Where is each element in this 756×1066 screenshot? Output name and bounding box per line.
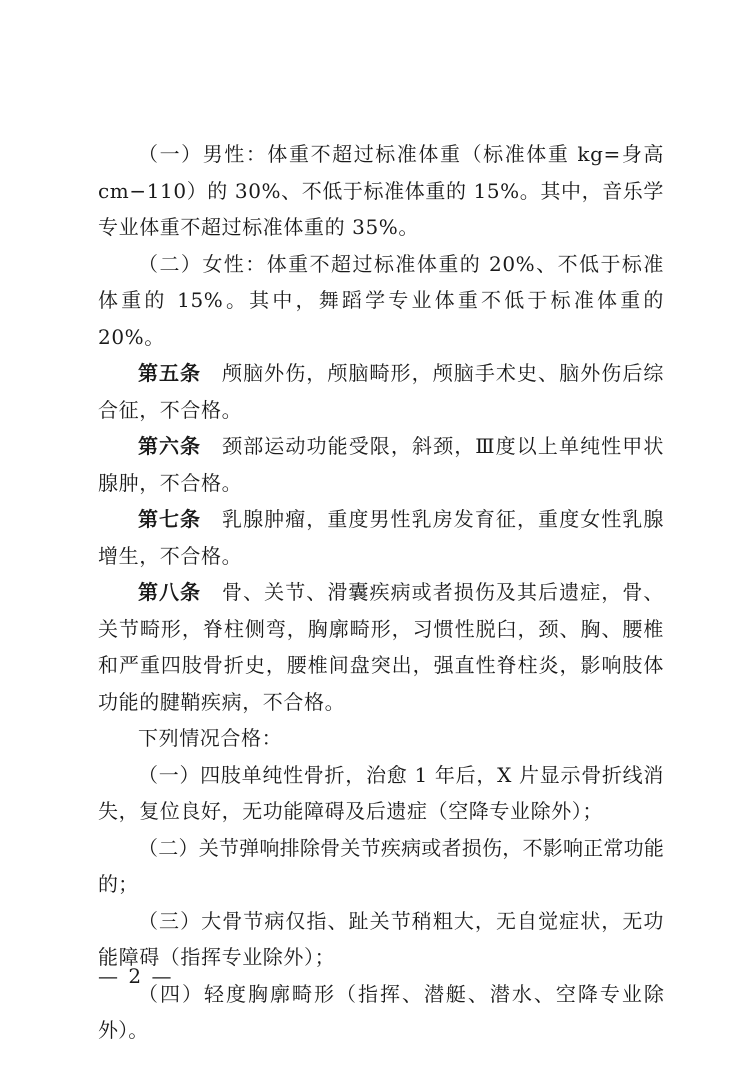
paragraph-text: （一）四肢单纯性骨折，治愈 1 年后，X 片显示骨折线消失，复位良好，无功能障碍及后遗症（空降专业除外）；: [98, 762, 664, 823]
qualified-item-1: [98, 757, 664, 830]
paragraph-text: 乳腺肿瘤，重度男性乳房发育征，重度女性乳腺增生，不合格。: [98, 507, 665, 568]
qualified-intro: [98, 720, 664, 757]
article-six: [98, 428, 664, 501]
qualified-item-3: [98, 903, 664, 976]
paragraph-female-weight: [98, 246, 664, 356]
article-label: 第七条: [138, 507, 201, 531]
article-label: 第八条: [138, 580, 201, 604]
paragraph-text: （二）关节弹响排除骨关节疾病或者损伤，不影响正常功能的；: [98, 835, 664, 896]
article-seven: [98, 501, 664, 574]
paragraph-text: 颅脑外伤，颅脑畸形，颅脑手术史、脑外伤后综合征，不合格。: [98, 361, 665, 422]
paragraph-text: 骨、关节、滑囊疾病或者损伤及其后遗症，骨、关节畸形，脊柱侧弯，胸廓畸形，习惯性脱臼，颈、胸、腰椎和严重四肢骨折史，腰椎间盘突出，强直性脊柱炎，影响肢体功能的腱鞘疾病，不合格。: [98, 580, 665, 714]
article-label: 第六条: [138, 434, 201, 458]
paragraph-text: （三）大骨节病仅指、趾关节稍粗大，无自觉症状，无功能障碍（指挥专业除外）；: [98, 908, 664, 969]
page-number: — 2 —: [98, 964, 174, 988]
paragraph-text: （四）轻度胸廓畸形（指挥、潜艇、潜水、空降专业除外）。: [98, 981, 664, 1042]
document-body: [98, 136, 664, 1049]
article-label: 第五条: [138, 361, 201, 385]
article-eight: [98, 574, 664, 720]
paragraph-text: （二）女性：体重不超过标准体重的 20%、不低于标准体重的 15%。其中，舞蹈学专业体重不低于标准体重的 20%。: [98, 251, 664, 349]
article-five: [98, 355, 664, 428]
qualified-item-2: [98, 830, 664, 903]
paragraph-text: （一）男性：体重不超过标准体重（标准体重 kg=身高 cm−110）的 30%、不低于标准体重的 15%。其中，音乐学专业体重不超过标准体重的 35%。: [98, 142, 664, 239]
paragraph-text: 下列情况合格：: [138, 726, 283, 750]
qualified-item-4: [98, 976, 664, 1049]
paragraph-text: 颈部运动功能受限，斜颈，Ⅲ度以上单纯性甲状腺肿，不合格。: [98, 434, 664, 495]
paragraph-male-weight: [98, 136, 664, 246]
